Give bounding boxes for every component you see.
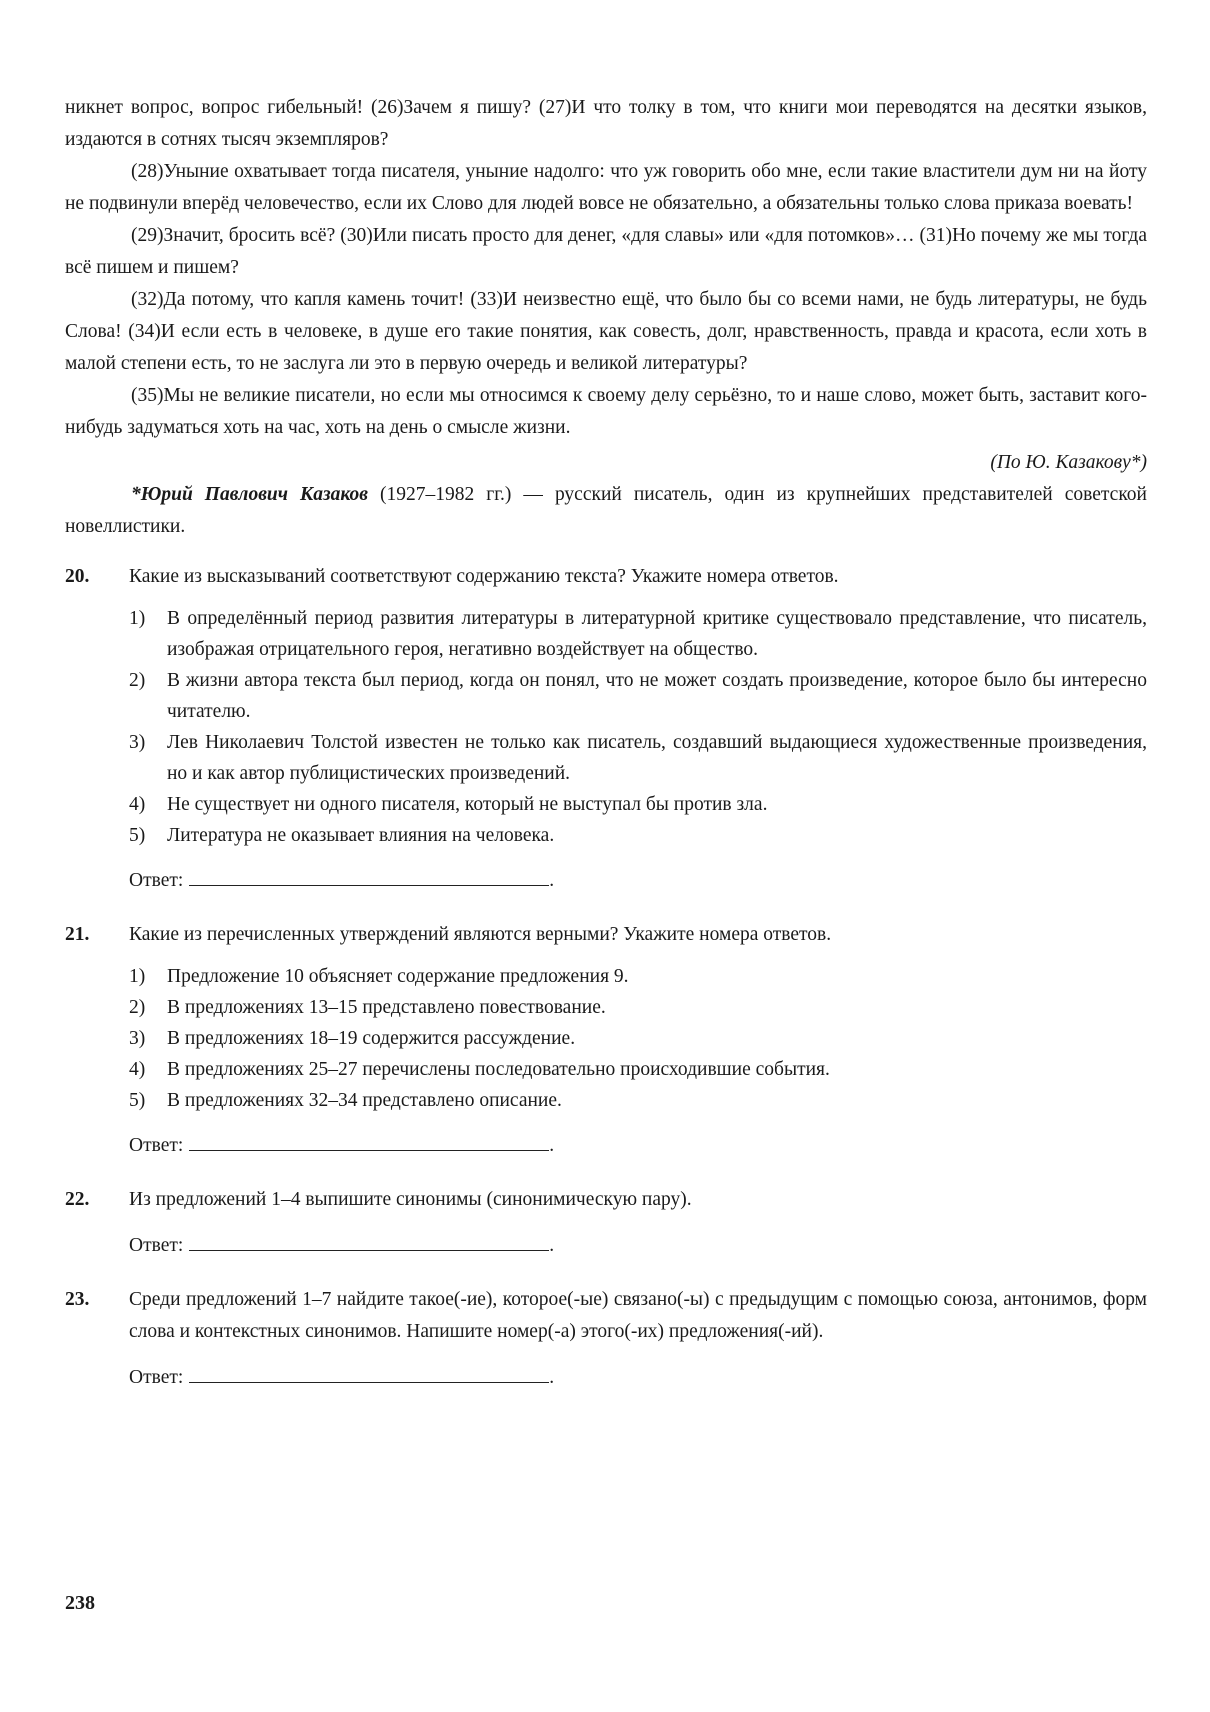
answer-field[interactable] [189, 867, 549, 886]
task-question: Из предложений 1–4 выпишите синонимы (синонимическую пару). [129, 1189, 692, 1210]
task-question: Какие из высказываний соответствуют содержанию текста? Укажите номера ответов. [129, 566, 839, 587]
author-name: *Юрий Павлович Казаков [131, 484, 368, 505]
option-text: В предложениях 25–27 перечислены последовательно происходившие события. [167, 1059, 830, 1080]
answer-row [129, 865, 1147, 897]
option-number: 4) [129, 1059, 146, 1080]
option-item [129, 961, 1147, 992]
task-question: Какие из перечисленных утверждений являются верными? Укажите номера ответов. [129, 924, 832, 945]
task-22 [65, 1184, 1147, 1262]
passage-paragraph: (28)Уныние охватывает тогда писателя, уныние надолго: что уж говорить обо мне, если такие властители дум ни на йоту не подвинули вперёд человечество, если их Слово для людей вовсе не обязательно, а обязательны только слова приказа воевать! [65, 161, 1147, 214]
answer-period: . [549, 1367, 555, 1388]
task-header [65, 561, 1147, 593]
answer-field[interactable] [189, 1132, 549, 1151]
task-number: 21. [65, 924, 90, 945]
option-item [129, 603, 1147, 665]
answer-label: Ответ: [129, 1235, 184, 1256]
answer-label: Ответ: [129, 1135, 184, 1156]
passage-paragraph: (35)Мы не великие писатели, но если мы относимся к своему делу серьёзно, то и наше слово, может быть, заставит кого-нибудь задуматься хоть на час, хоть на день о смысле жизни. [65, 385, 1147, 438]
answer-row [129, 1362, 1147, 1394]
option-item [129, 789, 1147, 820]
option-text: В предложениях 13–15 представлено повествование. [167, 997, 606, 1018]
task-header [65, 1284, 1147, 1348]
option-number: 3) [129, 1028, 146, 1049]
option-number: 3) [129, 732, 146, 753]
answer-row [129, 1230, 1147, 1262]
task-header [65, 919, 1147, 951]
task-header [65, 1184, 1147, 1216]
task-21 [65, 919, 1147, 1162]
answer-label: Ответ: [129, 870, 184, 891]
answer-options [129, 961, 1147, 1116]
option-item [129, 820, 1147, 851]
option-text: В определённый период развития литературы в литературной критике существовало представление, что писатель, изображая отрицательного героя, негативно воздействует на общество. [167, 608, 1147, 660]
page-number: 238 [65, 1592, 95, 1614]
author-footnote [65, 479, 1147, 543]
option-number: 1) [129, 608, 146, 629]
task-23 [65, 1284, 1147, 1394]
passage-paragraph: (29)Значит, бросить всё? (30)Или писать просто для денег, «для славы» или «для потомков»… (31)Но почему же мы тогда всё пишем и пишем? [65, 225, 1147, 278]
author-description: (1927–1982 гг.) — русский писатель, один из крупнейших представителей советской новеллистики. [65, 484, 1147, 537]
source-attribution: (По Ю. Казакову*) [990, 452, 1147, 473]
option-text: Лев Николаевич Толстой известен не только как писатель, создавший выдающиеся художественные произведения, но и как автор публицистических произведений. [167, 732, 1147, 784]
option-item [129, 1054, 1147, 1085]
option-number: 5) [129, 1090, 146, 1111]
option-number: 5) [129, 825, 146, 846]
task-number: 23. [65, 1289, 90, 1310]
option-item [129, 1023, 1147, 1054]
option-item [129, 992, 1147, 1023]
answer-field[interactable] [189, 1364, 549, 1383]
option-text: В предложениях 18–19 содержится рассуждение. [167, 1028, 576, 1049]
task-20 [65, 561, 1147, 897]
option-text: Предложение 10 объясняет содержание предложения 9. [167, 966, 629, 987]
option-number: 2) [129, 670, 146, 691]
passage-paragraph: (32)Да потому, что капля камень точит! (33)И неизвестно ещё, что было бы со всеми нами, не будь литературы, не будь Слова! (34)И если есть в человеке, в душе его такие понятия, как совесть, долг, нравственность, правда и красота, если хоть в малой степени есть, то не заслуга ли это в первую очередь и великой литературы? [65, 289, 1147, 374]
option-item [129, 727, 1147, 789]
option-number: 1) [129, 966, 146, 987]
task-question: Среди предложений 1–7 найдите такое(-ие), которое(-ые) связано(-ы) с предыдущим с помощью союза, антонимов, форм слова и контекстных синонимов. Напишите номер(-а) этого(-их) предложения(-ий). [129, 1289, 1147, 1342]
option-text: Не существует ни одного писателя, который не выступал бы против зла. [167, 794, 768, 815]
task-number: 20. [65, 566, 90, 587]
task-number: 22. [65, 1189, 90, 1210]
option-number: 4) [129, 794, 146, 815]
answer-period: . [549, 1235, 555, 1256]
answer-row [129, 1130, 1147, 1162]
passage-paragraph: никнет вопрос, вопрос гибельный! (26)Зачем я пишу? (27)И что толку в том, что книги мои переводятся на десятки языков, издаются в сотнях тысяч экземпляров? [65, 97, 1147, 150]
answer-options [129, 603, 1147, 851]
page-content [65, 92, 1147, 1416]
option-item [129, 1085, 1147, 1116]
option-text: Литература не оказывает влияния на человека. [167, 825, 555, 846]
option-item [129, 665, 1147, 727]
option-text: В предложениях 32–34 представлено описание. [167, 1090, 562, 1111]
option-text: В жизни автора текста был период, когда он понял, что не может создать произведение, которое было бы интересно читателю. [167, 670, 1147, 722]
answer-field[interactable] [189, 1232, 549, 1251]
answer-label: Ответ: [129, 1367, 184, 1388]
option-number: 2) [129, 997, 146, 1018]
answer-period: . [549, 870, 555, 891]
answer-period: . [549, 1135, 555, 1156]
